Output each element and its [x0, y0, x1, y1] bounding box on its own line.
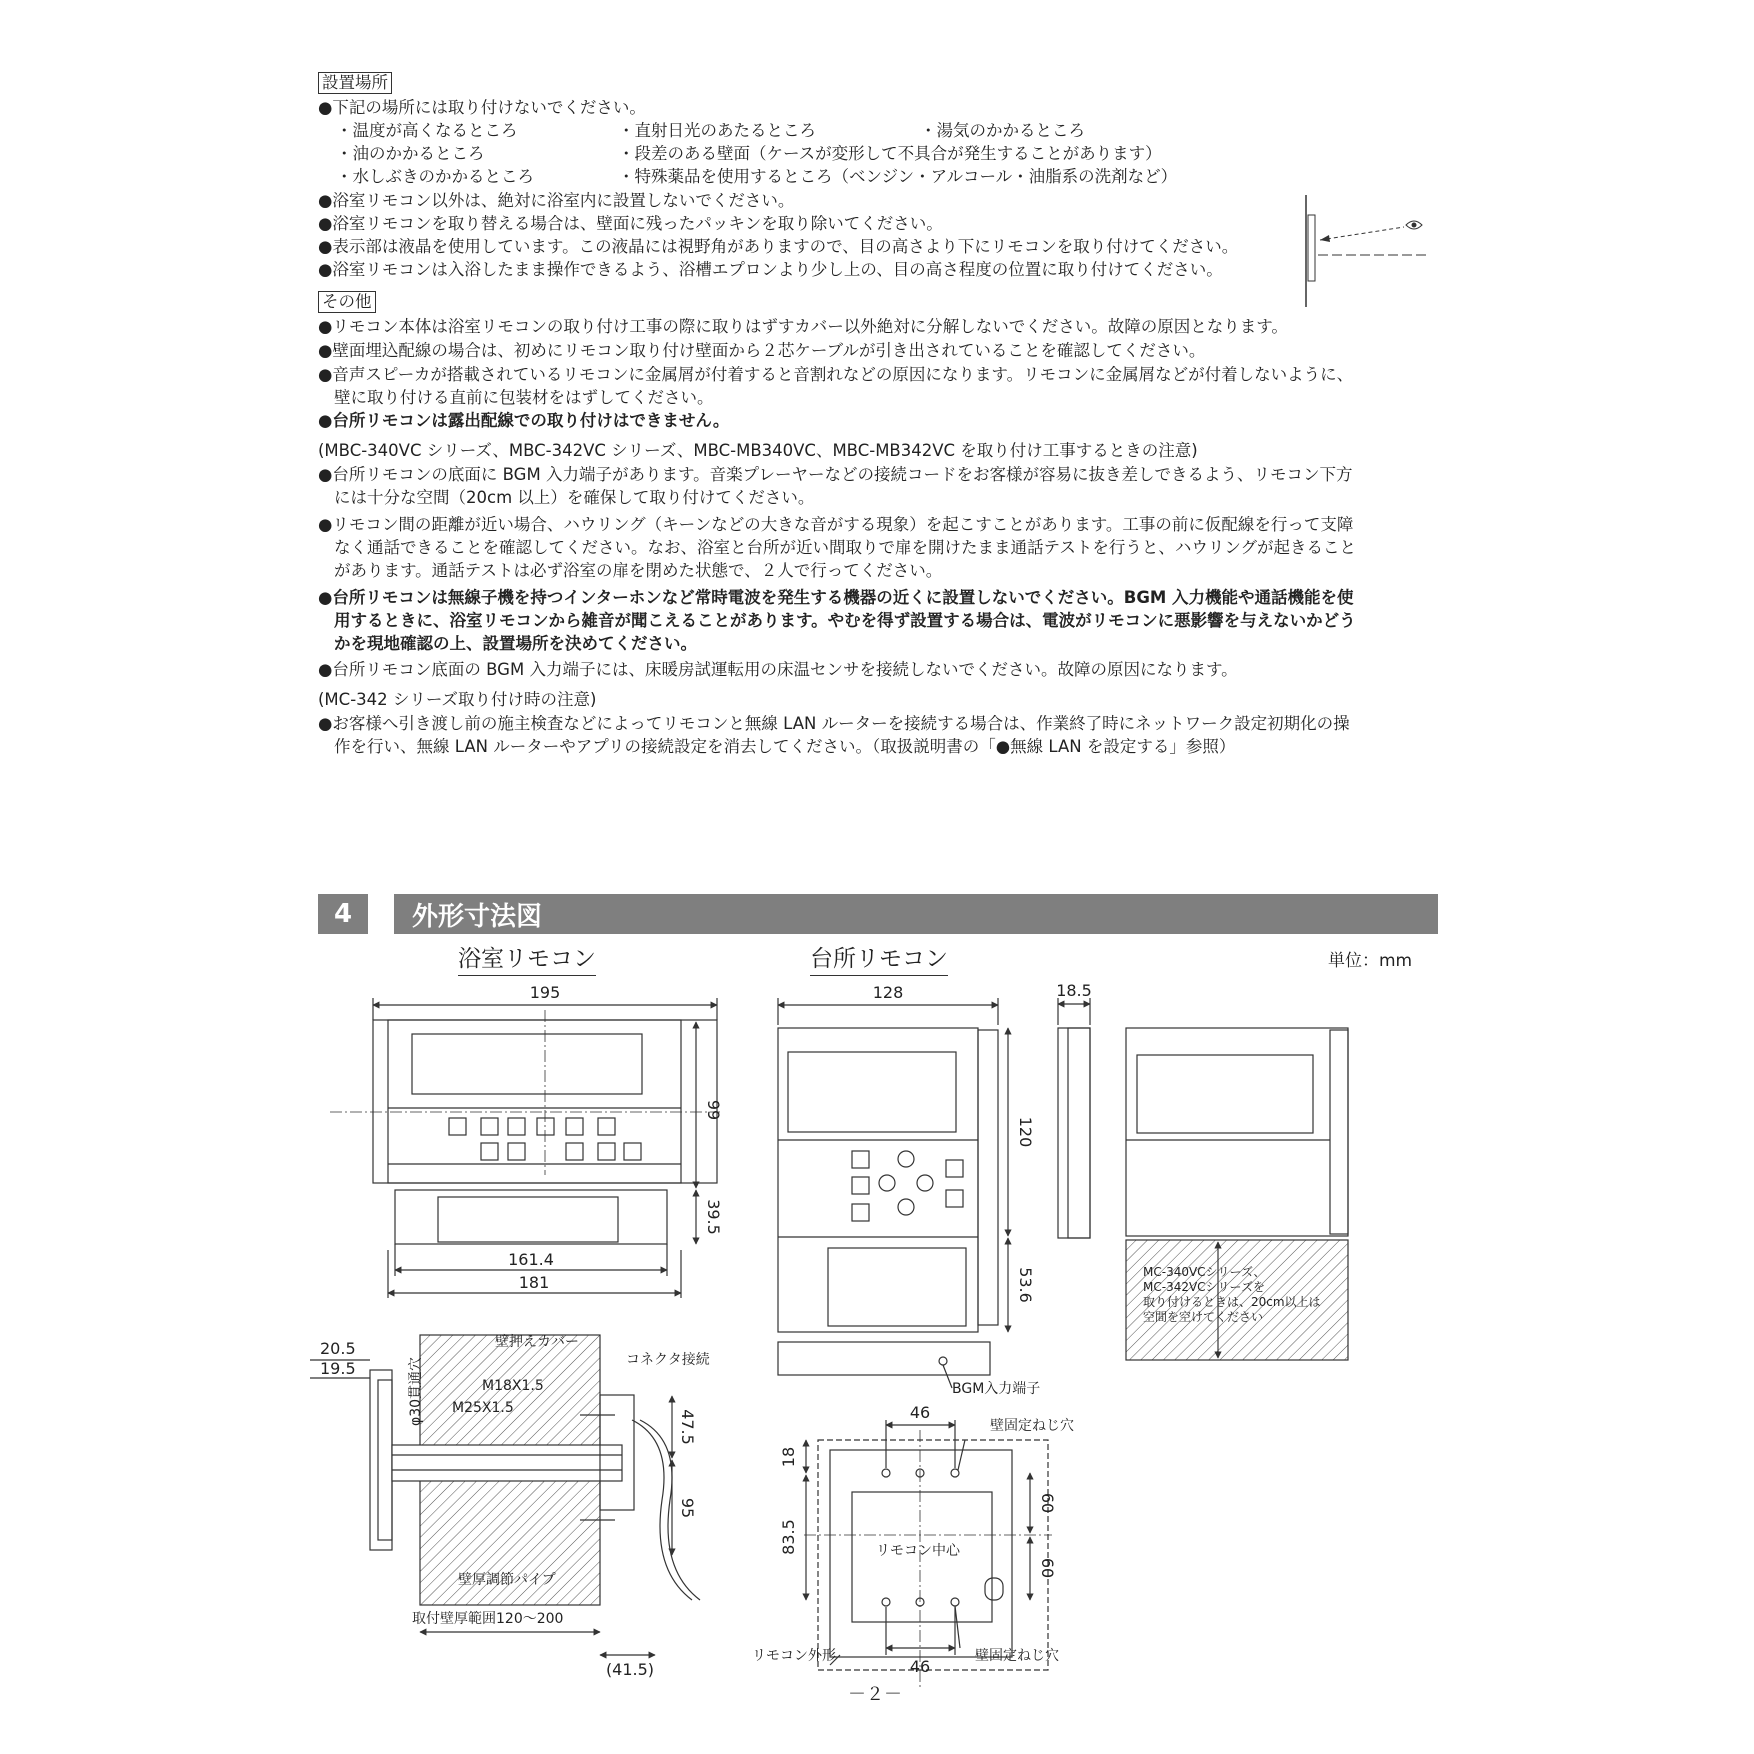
install-bullet: ●表示部は液晶を使用しています。この液晶には視野角がありますので、目の高さより下にリモコンを取り付けてください。 [318, 237, 1239, 256]
mbc-bullet-cont: があります。通話テストは必ず浴室の扉を閉めた状態で、２人で行ってください。 [334, 561, 943, 580]
mbc-bullet: ●台所リモコン底面の BGM 入力端子には、床暖房試運転用の床温センサを接続しないでください。故障の原因になります。 [318, 660, 1238, 679]
center-label: リモコン中心 [876, 1543, 960, 1559]
other-heading: その他 [318, 291, 376, 313]
mbc-bullet-bold: ●台所リモコンは無線子機を持つインターホンなど常時電波を発生する機器の近くに設置しないでください。BGM 入力機能や通話機能を使 [318, 588, 1354, 607]
install-heading: 設置場所 [318, 72, 392, 94]
dim-text: 83.5 [779, 1519, 798, 1555]
dim-text: 60 [1038, 1492, 1057, 1514]
m18-label: M18X1.5 [482, 1378, 544, 1394]
dim-text: 195 [529, 983, 561, 1002]
dim-text: 161.4 [508, 1250, 554, 1269]
bgm-label: BGM入力端子 [952, 1381, 1041, 1397]
clearance-note: MC-340VCシリーズ、 [1143, 1265, 1266, 1279]
cover-label: 壁押えカバー [495, 1334, 579, 1350]
clearance-note: MC-342VCシリーズを [1143, 1280, 1265, 1294]
other-bullet: ●壁面埋込配線の場合は、初めにリモコン取り付け壁面から２芯ケーブルが引き出されていることを確認してください。 [318, 341, 1206, 360]
dim-text: 53.6 [1016, 1267, 1035, 1303]
mc342-heading: (MC-342 シリーズ取り付け時の注意) [318, 690, 597, 709]
install-bullet: ●浴室リモコンを取り替える場合は、壁面に残ったパッキンを取り除いてください。 [318, 214, 943, 233]
mbc-bullet-cont: には十分な空間（20cm 以上）を確保して取り付けてください。 [334, 488, 815, 507]
install-bullet: ●浴室リモコンは入浴したまま操作できるよう、浴槽エプロンより少し上の、目の高さ程度の位置に取り付けてください。 [318, 260, 1223, 279]
other-bullet-cont: 壁に取り付ける直前に包装材をはずしてください。 [334, 388, 714, 407]
other-bullet: ●リモコン本体は浴室リモコンの取り付け工事の際に取りはずすカバー以外絶対に分解しないでください。故障の原因となります。 [318, 317, 1288, 336]
dim-text: (41.5) [605, 1660, 655, 1679]
screw-bottom-label: 壁固定ねじ穴 [975, 1648, 1059, 1664]
dim-text: 47.5 [678, 1409, 697, 1445]
dim-text: 20.5 [320, 1339, 356, 1358]
clearance-note: 取り付けるときは、20cm以上は [1143, 1295, 1321, 1309]
mbc-bullet: ●台所リモコンの底面に BGM 入力端子があります。音楽プレーヤーなどの接続コードをお客様が容易に抜き差しできるよう、リモコン下方 [318, 465, 1353, 484]
place-item: ・段差のある壁面（ケースが変形して不具合が発生することがあります） [618, 144, 1162, 163]
connector-label: コネクタ接続 [626, 1352, 710, 1368]
kitchen-remote-front [778, 998, 1008, 1388]
dim-text: 46 [909, 1403, 931, 1422]
dim-text: 99 [704, 1099, 723, 1121]
pipe-label: 壁厚調節パイプ [458, 1572, 556, 1588]
dim-text: 181 [518, 1273, 550, 1292]
clearance-note: 空間を空けてください [1143, 1310, 1264, 1324]
place-item: ・水しぶきのかかるところ [336, 167, 534, 186]
wall-range-label: 取付壁厚範囲120～200 [412, 1611, 564, 1627]
mbc-heading: (MBC-340VC シリーズ、MBC-342VC シリーズ、MBC-MB340VC、MBC-MB342VC を取り付け工事するときの注意) [318, 441, 1198, 460]
mc342-bullet: ●お客様へ引き渡し前の施主検査などによってリモコンと無線 LAN ルーターを接続する場合は、作業終了時にネットワーク設定初期化の操 [318, 714, 1350, 733]
screw-top-label: 壁固定ねじ穴 [990, 1418, 1074, 1434]
dim-text: 60 [1038, 1557, 1057, 1579]
other-bullet-bold: ●台所リモコンは露出配線での取り付けはできません。 [318, 411, 730, 430]
dim-text: 128 [872, 983, 904, 1002]
mc342-bullet-cont: 作を行い、無線 LAN ルーターやアプリの接続設定を消去してください。（取扱説明書の「●無線 LAN を設定する」参照） [334, 737, 1236, 756]
dim-text: 39.5 [704, 1199, 723, 1235]
place-item: ・湯気のかかるところ [920, 121, 1085, 140]
kitchen-remote-side [1058, 998, 1090, 1238]
dim-text: 95 [678, 1497, 697, 1519]
place-item: ・直射日光のあたるところ [618, 121, 816, 140]
mbc-bullet-bold-cont: かを現地確認の上、設置場所を決めてください。 [334, 634, 697, 653]
dim-text: 19.5 [320, 1359, 356, 1378]
other-bullet: ●音声スピーカが搭載されているリモコンに金属屑が付着すると音割れなどの原因になります。リモコンに金属屑などが付着しないように、 [318, 365, 1354, 384]
install-intro: ●下記の場所には取り付けないでください。 [318, 98, 646, 117]
dim-text: 46 [909, 1657, 931, 1676]
section-title: 外形寸法図 [394, 894, 1438, 934]
place-item: ・油のかかるところ [336, 144, 485, 163]
m25-label: M25X1.5 [452, 1400, 514, 1416]
install-bullet: ●浴室リモコン以外は、絶対に浴室内に設置しないでください。 [318, 191, 795, 210]
mbc-bullet-cont: なく通話できることを確認してください。なお、浴室と台所が近い間取りで扉を開けたまま通話テストを行うと、ハウリングが起きること [334, 538, 1357, 557]
phi30-label: φ30貫通穴 [408, 1356, 424, 1426]
mbc-bullet-bold-cont: 用するときに、浴室リモコンから雑音が聞こえることがあります。やむを得ず設置する場合は、電波がリモコンに悪影響を与えないかどう [334, 611, 1356, 630]
unit-label: 単位：mm [1328, 951, 1413, 971]
dim-text: 18 [779, 1446, 798, 1468]
outline-label: リモコン外形 [752, 1648, 836, 1664]
section-number: 4 [318, 894, 368, 934]
mbc-bullet: ●リモコン間の距離が近い場合、ハウリング（キーンなどの大きな音がする現象）を起こすことがあります。工事の前に仮配線を行って支障 [318, 515, 1354, 534]
place-item: ・特殊薬品を使用するところ（ベンジン・アルコール・油脂系の洗剤など） [618, 167, 1178, 186]
page-number: －２－ [848, 1684, 902, 1705]
kitchen-remote-caption: 台所リモコン [810, 940, 948, 976]
bath-remote-caption: 浴室リモコン [458, 940, 596, 976]
dim-text: 18.5 [1056, 981, 1092, 1000]
dim-text: 120 [1016, 1116, 1035, 1148]
place-item: ・温度が高くなるところ [336, 121, 518, 140]
